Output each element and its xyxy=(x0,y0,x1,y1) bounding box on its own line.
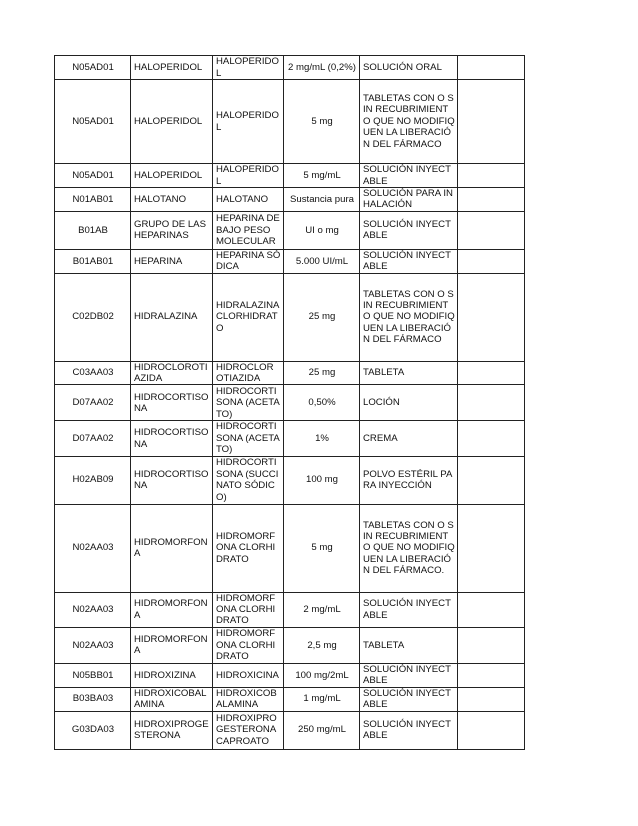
medication-table xyxy=(54,55,525,750)
table-row xyxy=(55,627,525,663)
active-ingredient-cell: HALOPERIDOL xyxy=(131,80,213,164)
pharmaceutical-form-cell: LOCIÓN xyxy=(360,385,458,421)
atc-code-cell: N01AB01 xyxy=(55,188,131,212)
notes-cell xyxy=(458,361,525,385)
salt-form-cell: HIDROXIPROGESTERONA CAPROATO xyxy=(213,711,284,749)
pharmaceutical-form-cell: SOLUCIÓN INYECTABLE xyxy=(360,211,458,249)
concentration-cell: 5.000 UI/mL xyxy=(284,249,360,273)
notes-cell xyxy=(458,627,525,663)
pharmaceutical-form-cell: TABLETAS CON O SIN RECUBRIMIENTO QUE NO MODIFIQUEN LA LIBERACIÓN DEL FÁRMACO xyxy=(360,273,458,361)
atc-code-cell: N05AD01 xyxy=(55,80,131,164)
concentration-cell: 250 mg/mL xyxy=(284,711,360,749)
salt-form-cell: HEPARINA DE BAJO PESO MOLECULAR xyxy=(213,211,284,249)
active-ingredient-cell: HIDROCORTISONA xyxy=(131,456,213,504)
salt-form-cell: HIDROCORTISONA (ACETATO) xyxy=(213,385,284,421)
atc-code-cell: C03AA03 xyxy=(55,361,131,385)
pharmaceutical-form-cell: SOLUCIÓN INYECTABLE xyxy=(360,711,458,749)
concentration-cell: 0,50% xyxy=(284,385,360,421)
table-row xyxy=(55,249,525,273)
atc-code-cell: N05BB01 xyxy=(55,663,131,687)
notes-cell xyxy=(458,56,525,80)
pharmaceutical-form-cell: SOLUCIÓN INYECTABLE xyxy=(360,249,458,273)
notes-cell xyxy=(458,592,525,627)
table-row xyxy=(55,273,525,361)
atc-code-cell: G03DA03 xyxy=(55,711,131,749)
pharmaceutical-form-cell: SOLUCIÓN INYECTABLE xyxy=(360,687,458,711)
notes-cell xyxy=(458,456,525,504)
salt-form-cell: HEPARINA SÓDICA xyxy=(213,249,284,273)
table-row xyxy=(55,592,525,627)
active-ingredient-cell: HALOPERIDOL xyxy=(131,164,213,188)
notes-cell xyxy=(458,663,525,687)
table-row xyxy=(55,421,525,456)
pharmaceutical-form-cell: SOLUCIÓN INYECTABLE xyxy=(360,663,458,687)
pharmaceutical-form-cell: POLVO ESTÉRIL PARA INYECCIÓN xyxy=(360,456,458,504)
notes-cell xyxy=(458,385,525,421)
active-ingredient-cell: HIDROXICOBALAMINA xyxy=(131,687,213,711)
table-row xyxy=(55,211,525,249)
atc-code-cell: N05AD01 xyxy=(55,164,131,188)
concentration-cell: 5 mg xyxy=(284,504,360,592)
concentration-cell: Sustancia pura xyxy=(284,188,360,212)
pharmaceutical-form-cell: TABLETAS CON O SIN RECUBRIMIENTO QUE NO MODIFIQUEN LA LIBERACIÓN DEL FÁRMACO. xyxy=(360,504,458,592)
pharmaceutical-form-cell: SOLUCIÓN INYECTABLE xyxy=(360,592,458,627)
concentration-cell: 1% xyxy=(284,421,360,456)
salt-form-cell: HIDROMORFONA CLORHIDRATO xyxy=(213,504,284,592)
active-ingredient-cell: HALOPERIDOL xyxy=(131,56,213,80)
atc-code-cell: C02DB02 xyxy=(55,273,131,361)
atc-code-cell: B01AB xyxy=(55,211,131,249)
table-row xyxy=(55,385,525,421)
active-ingredient-cell: HIDROXIPROGESTERONA xyxy=(131,711,213,749)
pharmaceutical-form-cell: CREMA xyxy=(360,421,458,456)
active-ingredient-cell: HIDROMORFONA xyxy=(131,592,213,627)
pharmaceutical-form-cell: TABLETAS CON O SIN RECUBRIMIENTO QUE NO MODIFIQUEN LA LIBERACIÓN DEL FÁRMACO xyxy=(360,80,458,164)
atc-code-cell: N02AA03 xyxy=(55,592,131,627)
salt-form-cell: HALOPERIDOL xyxy=(213,80,284,164)
salt-form-cell: HIDRALAZINA CLORHIDRATO xyxy=(213,273,284,361)
table-row xyxy=(55,56,525,80)
table-row xyxy=(55,361,525,385)
notes-cell xyxy=(458,711,525,749)
salt-form-cell: HALOPERIDOL xyxy=(213,164,284,188)
notes-cell xyxy=(458,80,525,164)
pharmaceutical-form-cell: TABLETA xyxy=(360,361,458,385)
notes-cell xyxy=(458,421,525,456)
table-row xyxy=(55,687,525,711)
concentration-cell: 25 mg xyxy=(284,273,360,361)
active-ingredient-cell: HALOTANO xyxy=(131,188,213,212)
pharmaceutical-form-cell: SOLUCIÓN INYECTABLE xyxy=(360,164,458,188)
salt-form-cell: HIDROCORTISONA (SUCCINATO SÓDICO) xyxy=(213,456,284,504)
concentration-cell: 2 mg/mL xyxy=(284,592,360,627)
salt-form-cell: HIDROCORTISONA (ACETATO) xyxy=(213,421,284,456)
active-ingredient-cell: HIDRALAZINA xyxy=(131,273,213,361)
salt-form-cell: HALOTANO xyxy=(213,188,284,212)
active-ingredient-cell: HEPARINA xyxy=(131,249,213,273)
concentration-cell: 5 mg/mL xyxy=(284,164,360,188)
active-ingredient-cell: HIDROMORFONA xyxy=(131,627,213,663)
atc-code-cell: N02AA03 xyxy=(55,504,131,592)
salt-form-cell: HALOPERIDOL xyxy=(213,56,284,80)
active-ingredient-cell: HIDROCORTISONA xyxy=(131,385,213,421)
atc-code-cell: D07AA02 xyxy=(55,421,131,456)
table-row xyxy=(55,456,525,504)
salt-form-cell: HIDROMORFONA CLORHIDRATO xyxy=(213,627,284,663)
salt-form-cell: HIDROMORFONA CLORHIDRATO xyxy=(213,592,284,627)
active-ingredient-cell: HIDROXIZINA xyxy=(131,663,213,687)
notes-cell xyxy=(458,249,525,273)
atc-code-cell: H02AB09 xyxy=(55,456,131,504)
salt-form-cell: HIDROCLOROTIAZIDA xyxy=(213,361,284,385)
table-row xyxy=(55,164,525,188)
table-row xyxy=(55,663,525,687)
atc-code-cell: B03BA03 xyxy=(55,687,131,711)
table-row xyxy=(55,504,525,592)
pharmaceutical-form-cell: SOLUCIÓN ORAL xyxy=(360,56,458,80)
concentration-cell: 2,5 mg xyxy=(284,627,360,663)
pharmaceutical-form-cell: TABLETA xyxy=(360,627,458,663)
concentration-cell: 100 mg/2mL xyxy=(284,663,360,687)
atc-code-cell: D07AA02 xyxy=(55,385,131,421)
table-row xyxy=(55,188,525,212)
atc-code-cell: N02AA03 xyxy=(55,627,131,663)
notes-cell xyxy=(458,504,525,592)
salt-form-cell: HIDROXICOBALAMINA xyxy=(213,687,284,711)
notes-cell xyxy=(458,273,525,361)
notes-cell xyxy=(458,211,525,249)
medication-table-body xyxy=(55,56,525,750)
notes-cell xyxy=(458,687,525,711)
active-ingredient-cell: HIDROMORFONA xyxy=(131,504,213,592)
pharmaceutical-form-cell: SOLUCIÓN PARA INHALACIÓN xyxy=(360,188,458,212)
atc-code-cell: B01AB01 xyxy=(55,249,131,273)
concentration-cell: 100 mg xyxy=(284,456,360,504)
active-ingredient-cell: GRUPO DE LAS HEPARINAS xyxy=(131,211,213,249)
table-row xyxy=(55,80,525,164)
concentration-cell: UI o mg xyxy=(284,211,360,249)
concentration-cell: 5 mg xyxy=(284,80,360,164)
notes-cell xyxy=(458,164,525,188)
active-ingredient-cell: HIDROCORTISONA xyxy=(131,421,213,456)
table-row xyxy=(55,711,525,749)
salt-form-cell: HIDROXICINA xyxy=(213,663,284,687)
notes-cell xyxy=(458,188,525,212)
concentration-cell: 25 mg xyxy=(284,361,360,385)
atc-code-cell: N05AD01 xyxy=(55,56,131,80)
concentration-cell: 1 mg/mL xyxy=(284,687,360,711)
active-ingredient-cell: HIDROCLOROTIAZIDA xyxy=(131,361,213,385)
concentration-cell: 2 mg/mL (0,2%) xyxy=(284,56,360,80)
